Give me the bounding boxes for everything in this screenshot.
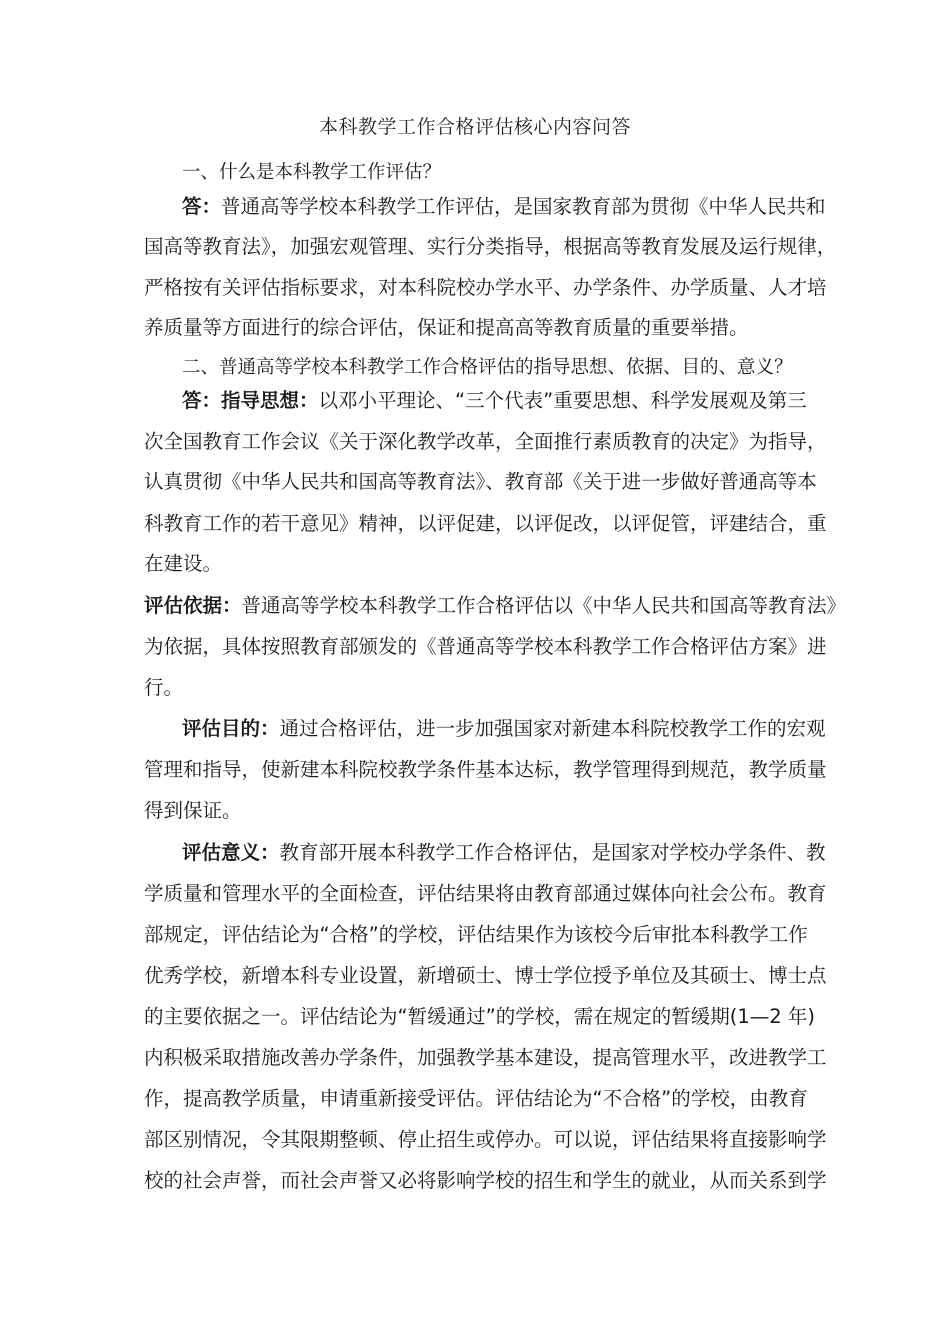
significance-line-7: 作，提高教学质量，申请重新接受评估。评估结论为“不合格”的学校，由教育 (144, 1087, 808, 1110)
answer-2-text: 以邓小平理论、“三个代表”重要思想、科学发展观及第三 (318, 389, 807, 412)
answer-1-line-2: 国高等教育法》，加强宏观管理、实行分类指导，根据高等教育发展及运行规律， (144, 235, 837, 258)
answer-1-text: 普通高等学校本科教学工作评估，是国家教育部为贯彻《中华人民共和 (221, 195, 826, 218)
basis-line-3: 行。 (144, 676, 184, 699)
answer-1-line-1 (182, 187, 826, 227)
question-2: 二、普通高等学校本科教学工作合格评估的指导思想、依据、目的、意义？ (182, 357, 793, 378)
answer-1-line-4: 养质量等方面进行的综合评估，保证和提高高等教育质量的重要举措。 (144, 316, 749, 339)
significance-line-4: 优秀学校，新增本科专业设置，新增硕士、博士学位授予单位及其硕士、博士点 (144, 964, 827, 987)
answer-2-line-3: 认真贯彻《中华人民共和国高等教育法》、教育部《关于进一步做好普通高等本 (144, 470, 817, 493)
significance-text: 教育部开展本科教学工作合格评估，是国家对学校办学条件、教 (279, 841, 826, 864)
purpose-line-1 (182, 709, 826, 749)
answer-2-line-2: 次全国教育工作会议《关于深化教学改革，全面推行素质教育的决定》为指导， (144, 430, 827, 453)
purpose-label: 评估目的： (182, 717, 280, 740)
significance-line-5: 的主要依据之一。评估结论为“暂缓通过”的学校，需在规定的暂缓期(1—2 年) (144, 1005, 815, 1028)
answer-2-line-1 (182, 381, 807, 421)
basis-line-1 (144, 586, 846, 626)
significance-line-3: 部规定，评估结论为“合格”的学校，评估结果作为该校今后审批本科教学工作 (144, 923, 808, 946)
basis-line-2: 为依据，具体按照教育部颁发的《普通高等学校本科教学工作合格评估方案》进 (144, 635, 827, 658)
answer-2-line-5: 在建设。 (144, 552, 223, 575)
significance-line-2: 学质量和管理水平的全面检查，评估结果将由教育部通过媒体向社会公布。教育 (144, 882, 827, 905)
purpose-text: 通过合格评估，进一步加强国家对新建本科院校教学工作的宏观 (279, 717, 826, 740)
basis-label: 评估依据： (144, 594, 242, 617)
answer-1-line-3: 严格按有关评估指标要求，对本科院校办学水平、办学条件、办学质量、人才培 (144, 276, 827, 299)
answer-2-line-4: 科教育工作的若干意见》精神，以评促建，以评促改，以评促管，评建结合，重 (144, 512, 827, 535)
guiding-ideology-label: 答：指导思想： (182, 389, 319, 412)
significance-line-9: 校的社会声誉，而社会声誉又必将影响学校的招生和学生的就业，从而关系到学 (144, 1169, 827, 1192)
question-1: 一、什么是本科教学工作评估？ (182, 162, 442, 183)
significance-line-6: 内积极采取措施改善办学条件，加强教学基本建设，提高管理水平，改进教学工 (144, 1046, 827, 1069)
significance-line-8: 部区别情况，令其限期整顿、停止招生或停办。可以说，评估结果将直接影响学 (144, 1128, 827, 1151)
answer-label: 答： (182, 195, 222, 218)
significance-label: 评估意义： (182, 841, 280, 864)
page-title: 本科教学工作合格评估核心内容问答 (318, 116, 631, 138)
significance-line-1 (182, 833, 826, 873)
purpose-line-2: 管理和指导，使新建本科院校教学条件基本达标，教学管理得到规范，教学质量 (144, 758, 827, 781)
basis-text: 普通高等学校本科教学工作合格评估以《中华人民共和国高等教育法》 (241, 594, 847, 617)
purpose-line-3: 得到保证。 (144, 799, 242, 822)
